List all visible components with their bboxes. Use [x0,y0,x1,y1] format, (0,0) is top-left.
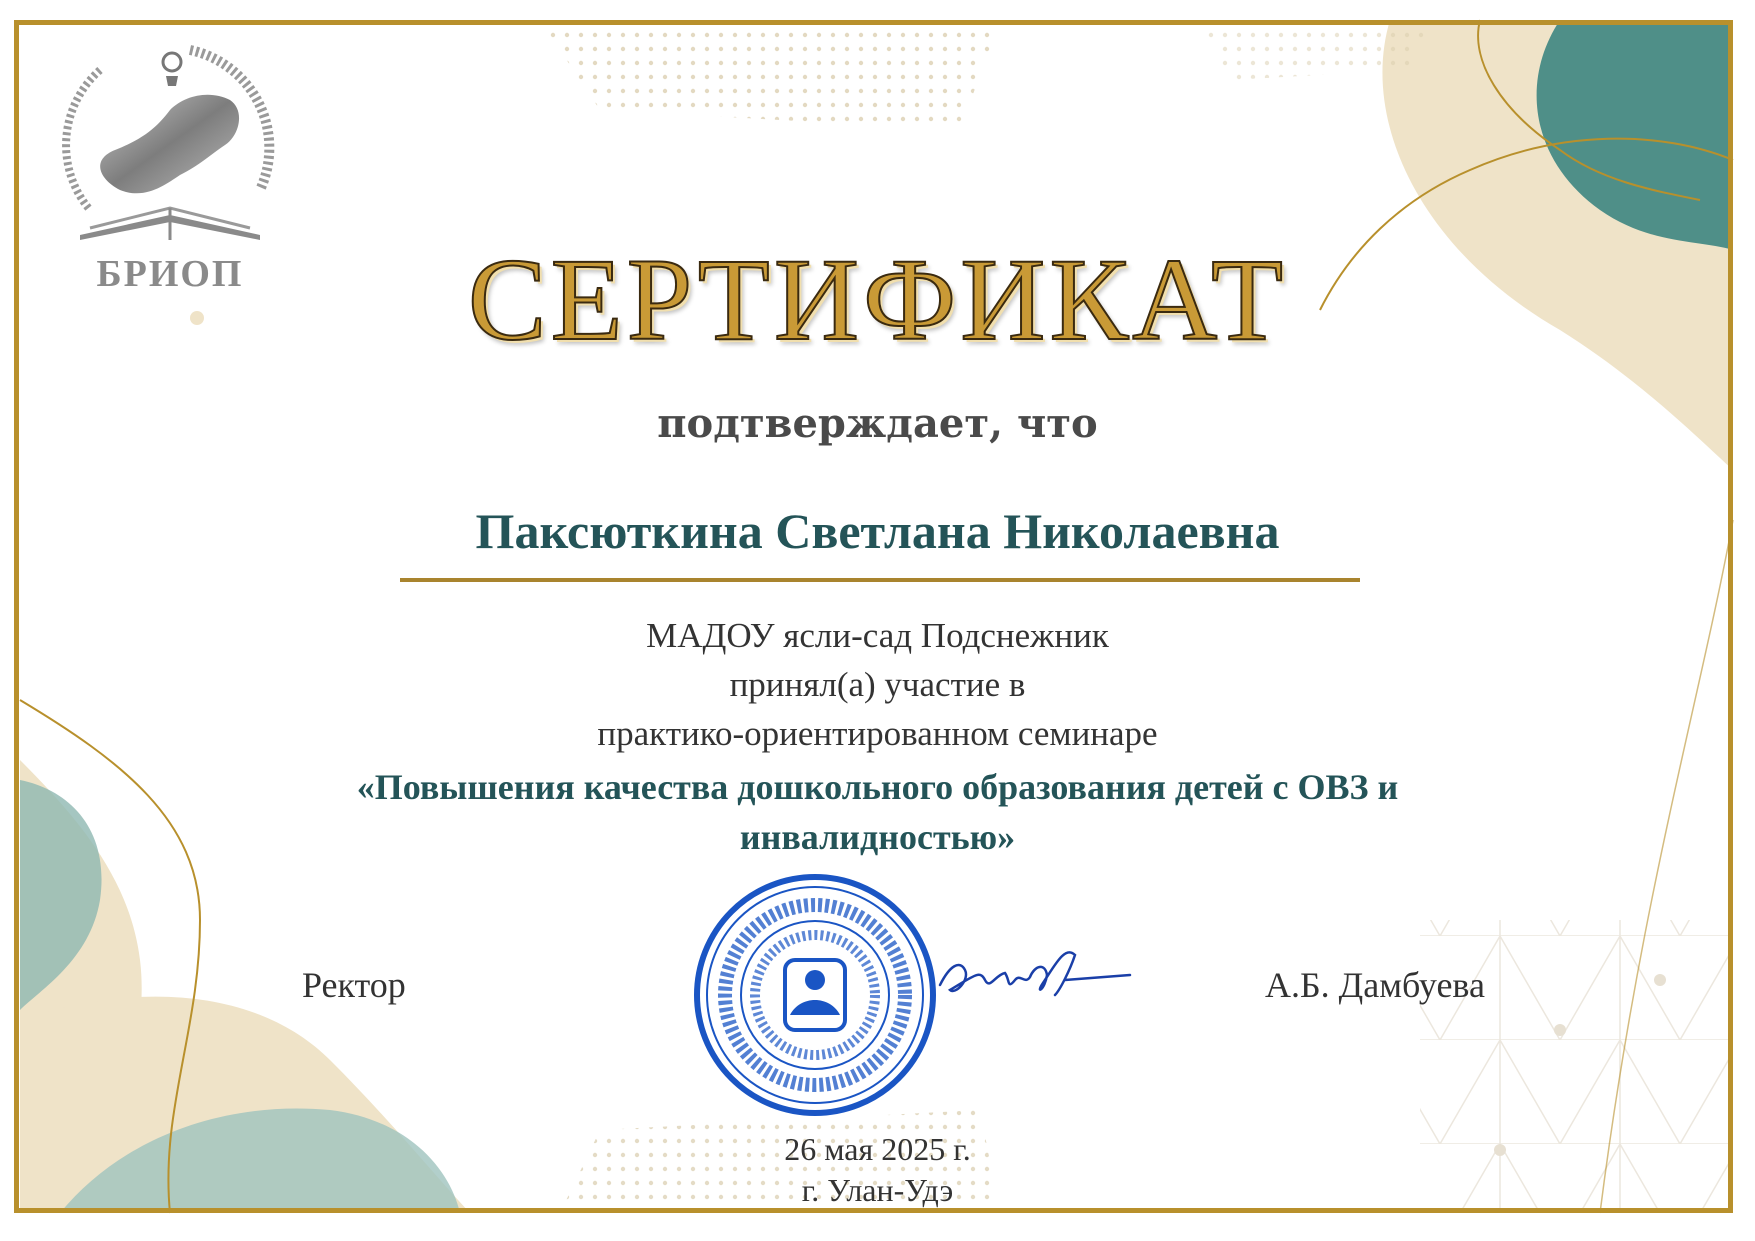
official-round-seal-icon [690,870,940,1120]
handwritten-signature-icon [935,935,1135,1015]
signer-name: А.Б. Дамбуева [1265,965,1485,1005]
signer-position: Ректор [302,965,406,1005]
issue-date: 26 мая 2025 г. [784,1131,971,1167]
participation-text: принял(а) участие в [729,665,1026,704]
organization-text: МАДОУ ясли-сад Подснежник [646,616,1109,655]
issue-city: г. Улан-Удэ [801,1172,954,1208]
logo-text: БРИОП [96,253,244,295]
event-type-text: практико-ориентированном семинаре [597,714,1158,753]
name-underline [400,578,1360,582]
confirms-text: подтверждает, что [657,400,1098,447]
buryatia-map-book-emblem-icon [60,40,280,250]
certificate-title: СЕРТИФИКАТ [467,234,1288,365]
recipient-name: Паксюткина Светлана Николаевна [475,503,1280,559]
event-title: «Повышения качества дошкольного образования детей с ОВЗ и инвалидностью» [356,767,1399,857]
